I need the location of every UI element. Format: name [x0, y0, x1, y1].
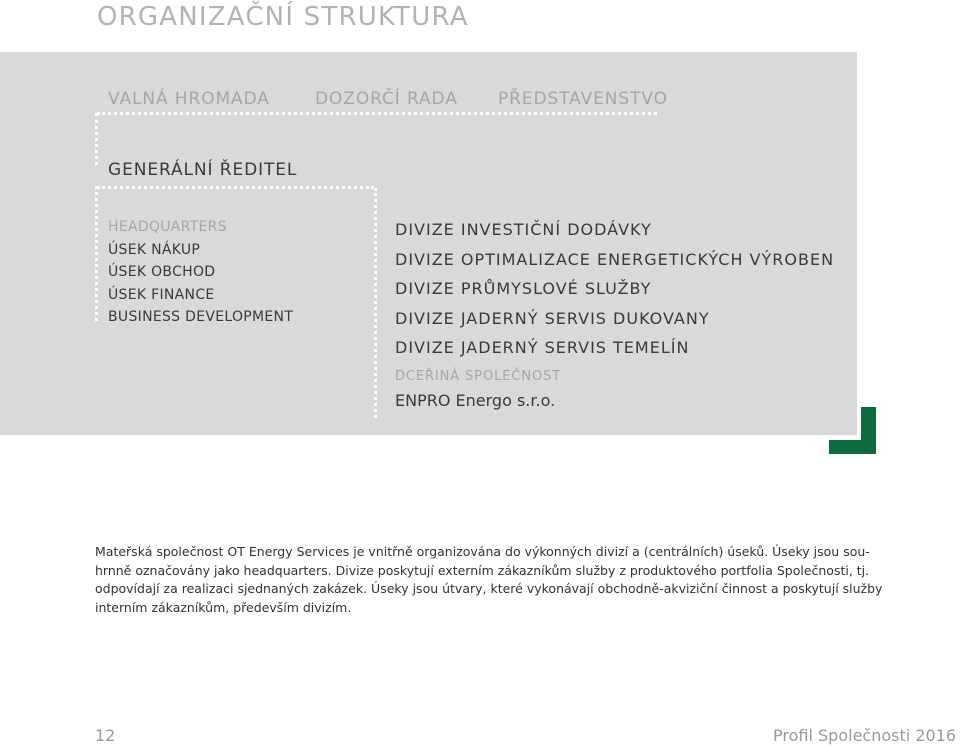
description-line: odpovídají za realizaci sjednaných zakázek. Úseky jsou útvary, které vykonávají obchodně-akviziční činnost a poskytují služby — [95, 581, 883, 597]
page-title: ORGANIZAČNÍ STRUKTURA — [97, 2, 469, 32]
governance-item-dozorci-rada: DOZORČÍ RADA — [315, 89, 458, 109]
list-item: DIVIZE INVESTIČNÍ DODÁVKY — [395, 220, 652, 239]
list-item: ÚSEK FINANCE — [108, 286, 215, 303]
general-director: GENERÁLNÍ ŘEDITEL — [108, 160, 298, 180]
governance-item-predstavenstvo: PŘEDSTAVENSTVO — [498, 89, 668, 109]
governance-item-valna-hromada: VALNÁ HROMADA — [108, 89, 270, 109]
description-line: hrnně označovány jako headquarters. Divize poskytují externím zákazníkům služby z produktového portfolia Společnosti, tj. — [95, 562, 870, 578]
list-item: DIVIZE JADERNÝ SERVIS TEMELÍN — [395, 338, 690, 357]
list-item: BUSINESS DEVELOPMENT — [108, 309, 294, 325]
connector-left-vertical-lower — [95, 186, 98, 321]
corner-mark-horizontal — [829, 440, 876, 454]
subsidiary-label: DCEŘINÁ SPOLEČNOST — [395, 369, 562, 384]
divisions-list — [395, 215, 834, 363]
list-item: ÚSEK OBCHOD — [108, 264, 216, 280]
subsidiary-name: ENPRO Energo s.r.o. — [395, 391, 556, 410]
connector-top-horizontal — [97, 112, 657, 115]
headquarters-heading: HEADQUARTERS — [108, 219, 227, 235]
description-line: Mateřská společnost OT Energy Services je vnitřně organizována do výkonných divizí a (centrálních) úseků. Úseky jsou sou- — [95, 544, 870, 559]
list-item: DIVIZE PRŮMYSLOVÉ SLUŽBY — [395, 279, 652, 298]
page-number: 12 — [95, 726, 116, 745]
headquarters-list — [108, 216, 293, 329]
description-line: interním zákazníkům, především divizím. — [95, 599, 352, 615]
list-item: DIVIZE JADERNÝ SERVIS DUKOVANY — [395, 308, 710, 328]
connector-mid-vertical — [374, 188, 377, 418]
connector-left-vertical — [95, 113, 98, 165]
footer-title: Profil Společnosti 2016 — [773, 726, 956, 745]
description-paragraph — [95, 543, 883, 617]
list-item: ÚSEK NÁKUP — [108, 241, 201, 258]
list-item: DIVIZE OPTIMALIZACE ENERGETICKÝCH VÝROBEN — [395, 249, 835, 269]
connector-mid-horizontal — [97, 186, 374, 189]
